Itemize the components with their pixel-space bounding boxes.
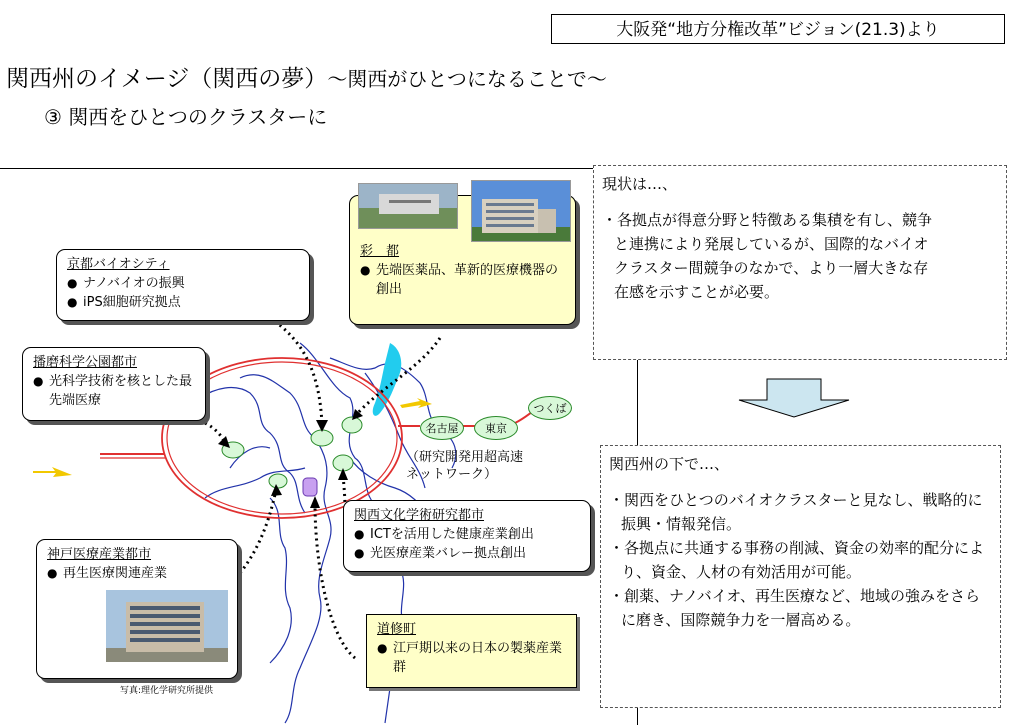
- future-heading: 関西州の下で…、: [609, 455, 730, 473]
- network-label-line1: （研究開発用超高速: [406, 450, 524, 465]
- down-arrow-icon: [737, 378, 851, 418]
- callout-kyoto-item: ● ナノバイオの振興: [67, 274, 299, 293]
- callout-doshomachi: [366, 614, 577, 688]
- network-label-line2: ネットワーク）: [406, 467, 498, 482]
- saito-photo-left-top: [358, 183, 458, 229]
- callout-harima-heading: 播磨科学公園都市: [33, 355, 138, 370]
- future-item: ・各拠点に共通する事務の削減、資金の効率的配分により、資金、人材の有効活用が可能。: [609, 539, 985, 581]
- kobe-photo: [106, 590, 228, 662]
- callout-harima-item: ● 光科学技術を核とした最先端医療: [33, 372, 195, 410]
- future-item: ・関西をひとつのバイオクラスターと見なし、戦略的に振興・情報発信。: [609, 491, 983, 533]
- network-label: [406, 449, 523, 483]
- callout-saito-item: ● 先端医薬品、革新的医療機器の創出: [360, 261, 565, 299]
- callout-kansai-bunka-item: ● 光医療産業バレー拠点創出: [354, 544, 580, 563]
- network-node-tokyo: 東京: [474, 416, 518, 440]
- title-sub: ～関西がひとつになることで～: [327, 67, 607, 91]
- callout-saito-heading: 彩 都: [360, 244, 400, 259]
- callout-kyoto-item: ● iPS細胞研究拠点: [67, 293, 299, 312]
- callout-doshomachi-item: ● 江戸期以来の日本の製薬産業群: [377, 639, 566, 677]
- callout-kobe-item: ● 再生医療関連産業: [47, 564, 227, 583]
- title-main: 関西州のイメージ（関西の夢）: [6, 66, 328, 92]
- lightning-icon-left: [33, 467, 72, 477]
- osaka-marker: [303, 478, 317, 496]
- callout-harima: [22, 347, 206, 421]
- callout-kyoto-heading: 京都バイオシティ: [67, 257, 170, 272]
- future-item: ・創薬、ナノバイオ、再生医療など、地域の強みをさらに磨き、国際競争力を一層高める。: [609, 587, 980, 629]
- future-box: [600, 445, 1001, 708]
- callout-kyoto: [56, 249, 310, 321]
- network-node-tsukuba: つくば: [528, 396, 572, 420]
- callout-kansai-bunka-heading: 関西文化学術研究都市: [354, 508, 485, 523]
- lightning-icon-right: [400, 398, 432, 408]
- lake-biwa: [373, 343, 402, 416]
- page-subtitle: ③ 関西をひとつのクラスターに: [44, 105, 328, 129]
- callout-doshomachi-heading: 道修町: [377, 622, 417, 637]
- current-body: ・各拠点が得意分野と特徴ある集積を有し、競争と連携により発展しているが、国際的なバイオクラスター間競争のなかで、より一層大きな存在感を示すことが必要。: [602, 211, 933, 301]
- page-title: [6, 60, 607, 93]
- current-status-box: [593, 165, 1007, 360]
- callout-kansai-bunka-item: ● ICTを活用した健康産業創出: [354, 525, 580, 544]
- photo-credit: 写真:理化学研究所提供: [120, 686, 214, 696]
- source-label: 大阪発“地方分権改革”ビジョン(21.3)より: [551, 14, 1005, 44]
- current-heading: 現状は…、: [602, 175, 678, 193]
- callout-kansai-bunka: [343, 500, 591, 572]
- saito-photo-right-top: [471, 180, 571, 242]
- network-node-nagoya: 名古屋: [420, 416, 464, 440]
- callout-kobe-heading: 神戸医療産業都市: [47, 547, 152, 562]
